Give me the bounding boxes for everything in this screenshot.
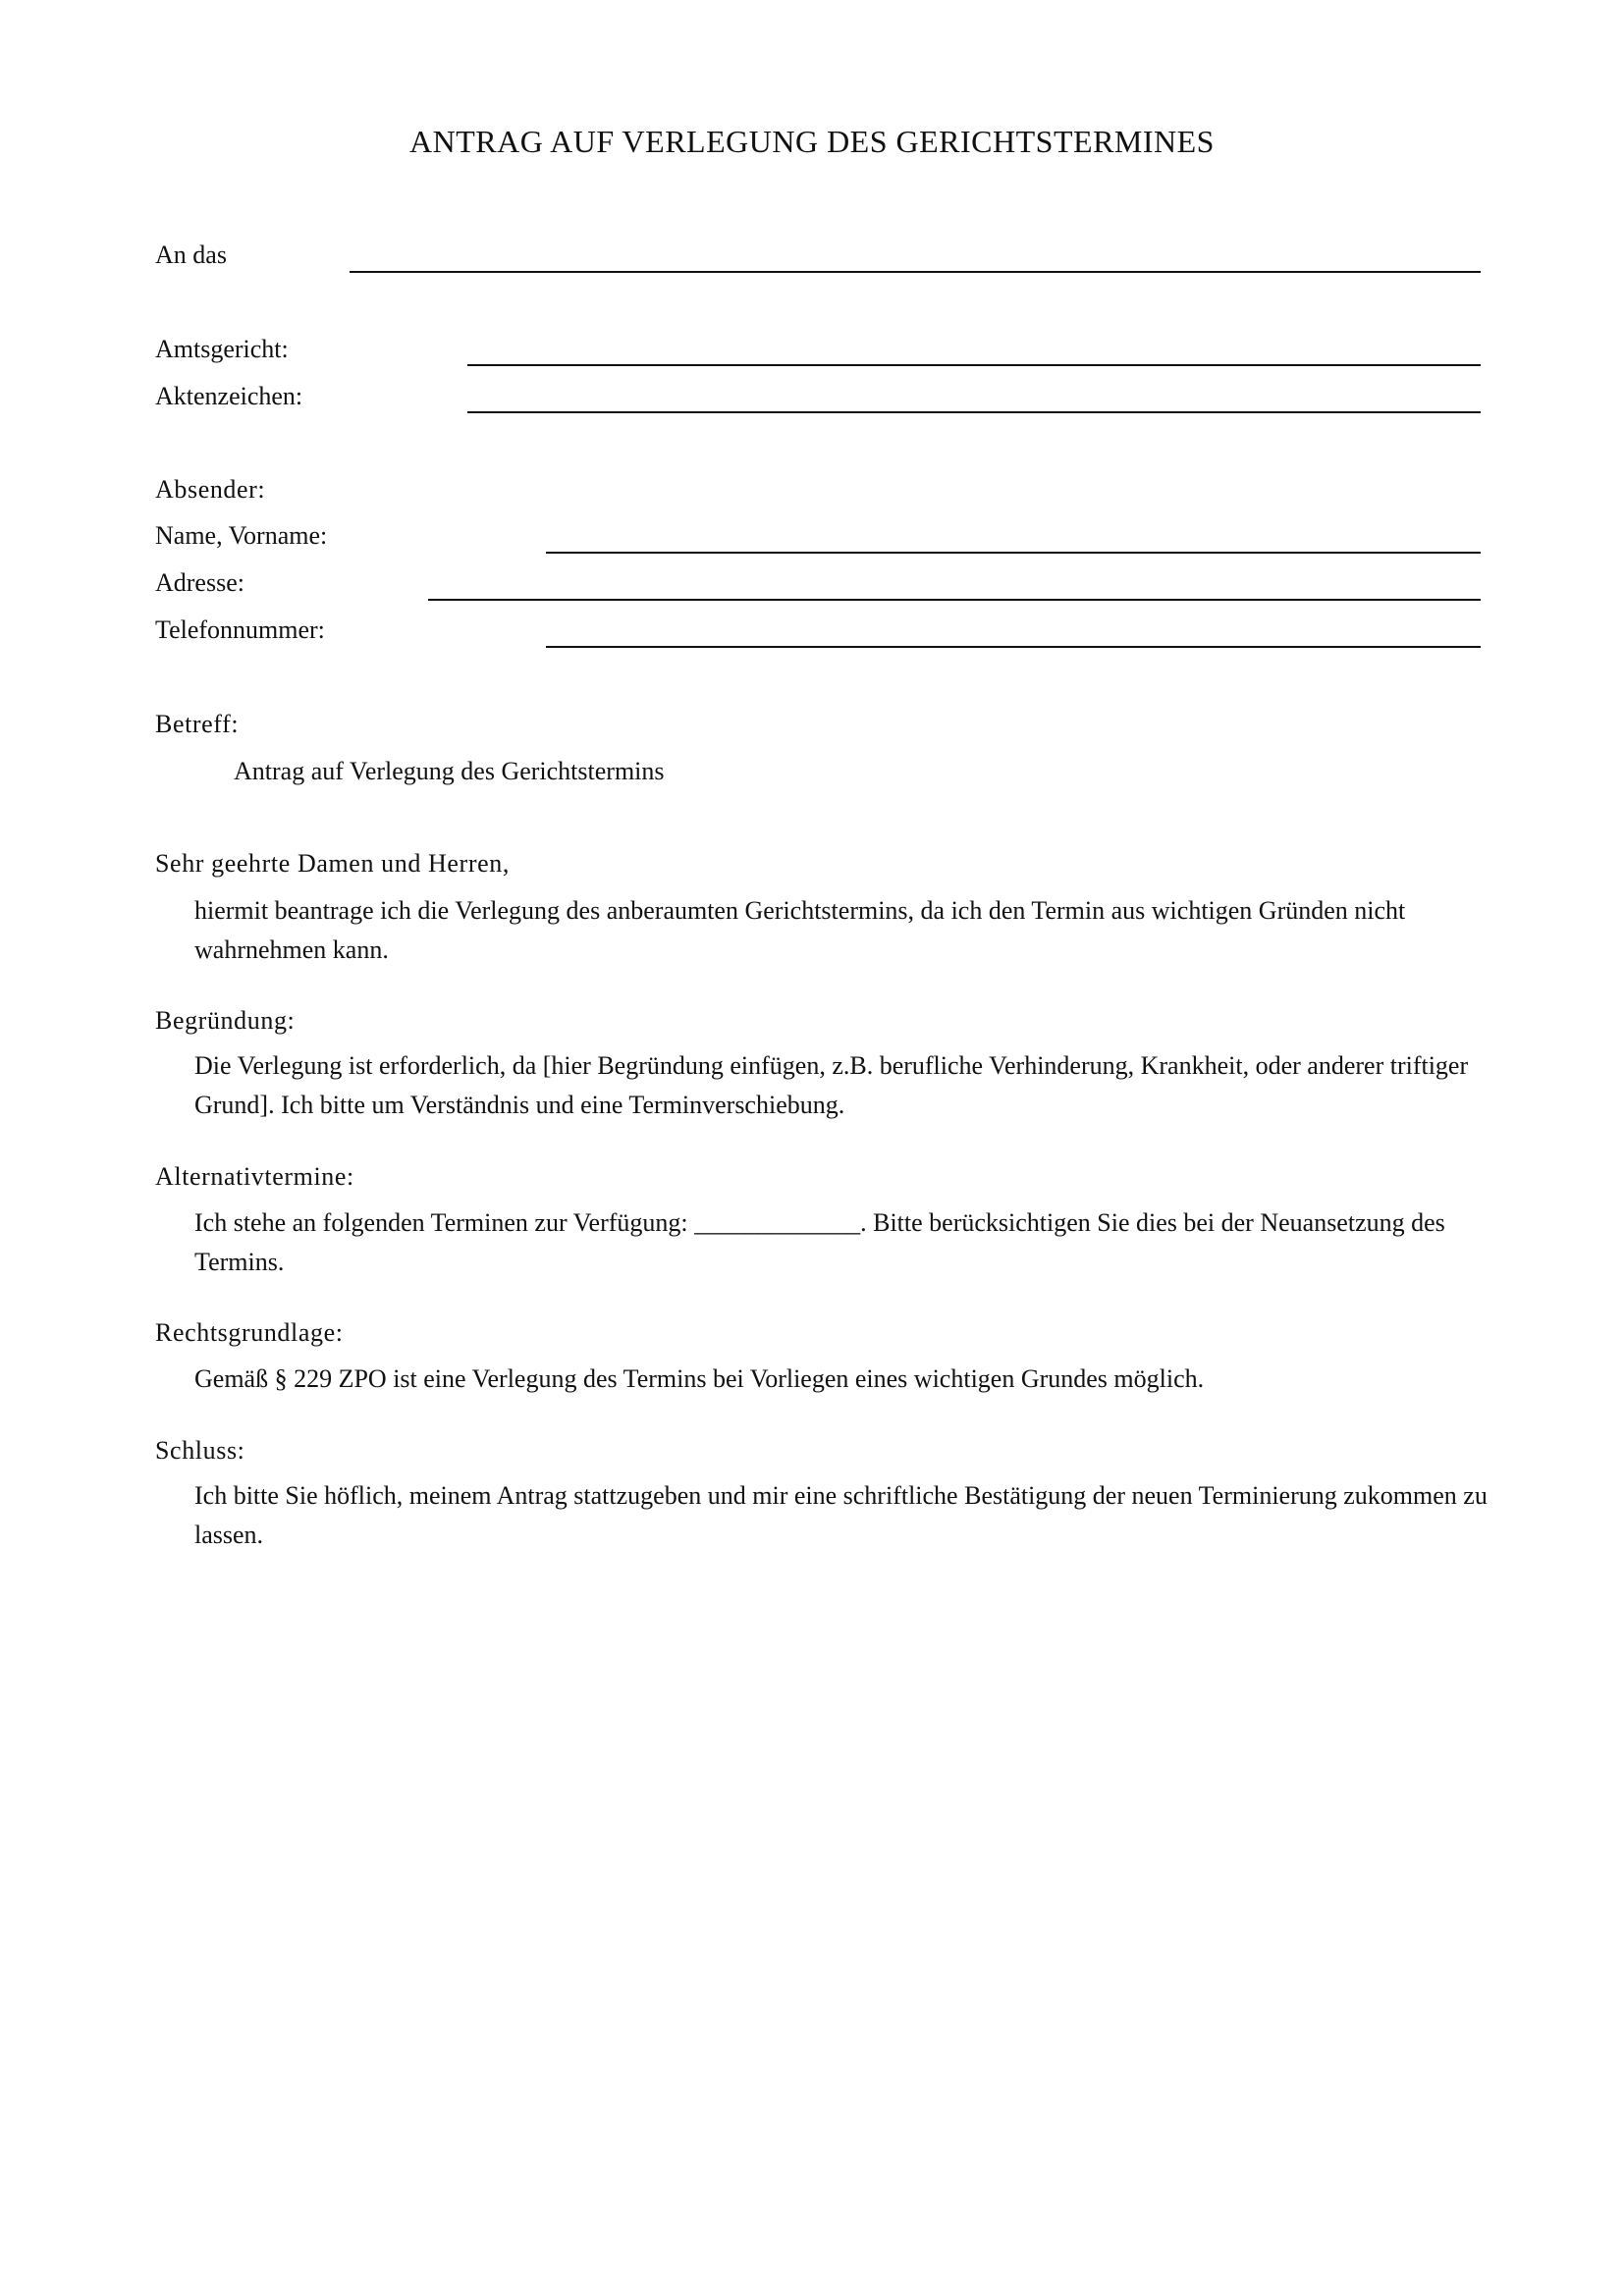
sender-heading: Absender: — [155, 475, 266, 504]
file-number-label: Aktenzeichen: — [155, 382, 303, 410]
reason-heading: Begründung: — [155, 1006, 296, 1035]
intro-paragraph: hiermit beantrage ich die Verlegung des anberaumten Gerichtstermins, da ich den Termin aus wichtigen Gründen nicht wahrnehmen kann. — [194, 896, 1406, 964]
phone-field-line[interactable] — [546, 646, 1481, 648]
subject-text: Antrag auf Verlegung des Gerichtstermins — [234, 757, 665, 785]
court-field-line[interactable] — [467, 364, 1481, 366]
phone-label: Telefonnummer: — [155, 615, 325, 644]
recipient-field-line[interactable] — [350, 271, 1481, 273]
file-number-field-line[interactable] — [467, 411, 1481, 413]
legal-paragraph: Gemäß § 229 ZPO ist eine Verlegung des Termins bei Vorliegen eines wichtigen Grundes möglich. — [194, 1364, 1205, 1393]
document-title: ANTRAG AUF VERLEGUNG DES GERICHTSTERMINES — [409, 124, 1215, 159]
address-label: Adresse: — [155, 568, 244, 597]
legal-heading: Rechtsgrundlage: — [155, 1318, 344, 1347]
name-field-line[interactable] — [546, 552, 1481, 554]
alternatives-paragraph: Ich stehe an folgenden Terminen zur Verfügung: _____________. Bitte berücksichtigen Sie dies bei der Neuansetzung des Termins. — [194, 1208, 1445, 1276]
recipient-label: An das — [155, 240, 227, 269]
reason-paragraph: Die Verlegung ist erforderlich, da [hier Begründung einfügen, z.B. berufliche Verhinderung, Krankheit, oder anderer triftiger Grund]. Ich bitte um Verständnis und eine Terminverschiebung. — [194, 1051, 1469, 1119]
subject-heading: Betreff: — [155, 710, 240, 738]
name-label: Name, Vorname: — [155, 521, 328, 550]
alternatives-heading: Alternativtermine: — [155, 1162, 354, 1191]
salutation: Sehr geehrte Damen und Herren, — [155, 849, 510, 878]
closing-heading: Schluss: — [155, 1436, 245, 1465]
closing-paragraph: Ich bitte Sie höflich, meinem Antrag stattzugeben und mir eine schriftliche Bestätigung der neuen Terminierung zukommen zu lassen. — [194, 1481, 1488, 1549]
address-field-line[interactable] — [428, 599, 1481, 601]
court-label: Amtsgericht: — [155, 335, 289, 363]
